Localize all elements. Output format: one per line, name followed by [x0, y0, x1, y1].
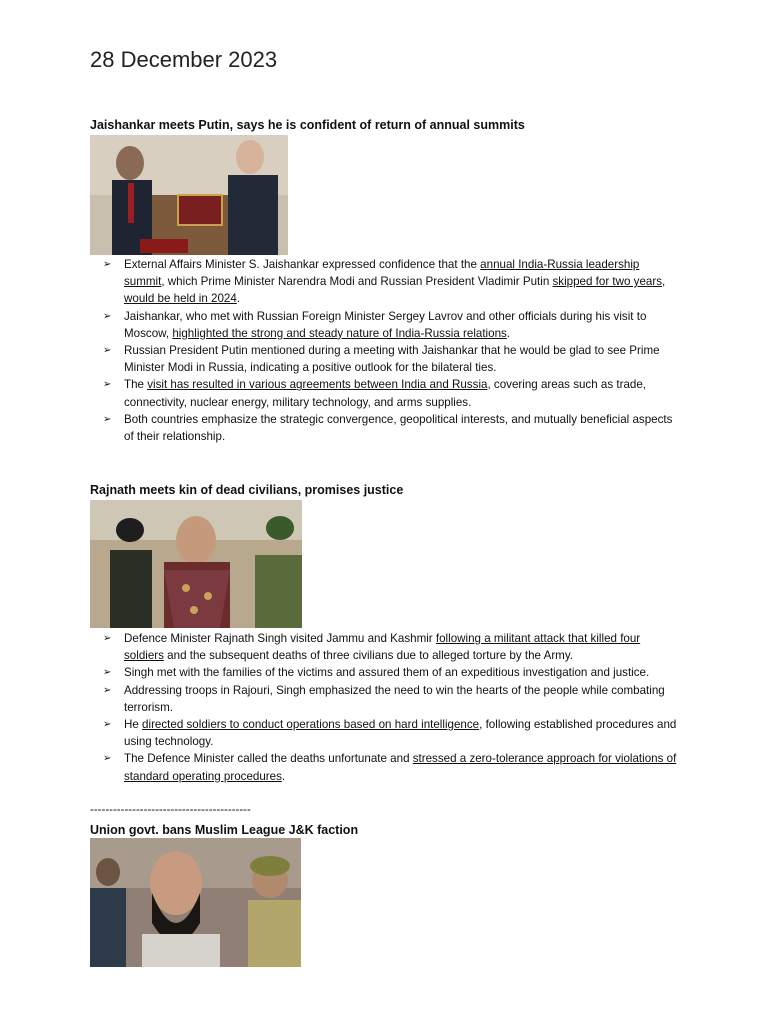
arrow-bullet-icon: ➢ — [103, 345, 112, 357]
article-2-photo — [90, 500, 302, 628]
article-3-photo — [90, 838, 301, 967]
article-2-headline: Rajnath meets kin of dead civilians, promises justice — [90, 483, 404, 497]
list-item: ➢ Jaishankar, who met with Russian Foreign Minister Sergey Lavrov and other officials during his visit to Moscow, highlighted the strong and steady nature of India-Russia relations. — [103, 309, 647, 340]
article-2-bullets — [100, 630, 680, 785]
arrow-bullet-icon: ➢ — [103, 753, 112, 765]
list-item: ➢ External Affairs Minister S. Jaishankar expressed confidence that the annual India-Russia leadership summit, which Prime Minister Narendra Modi and Russian President Vladimir Putin skipped for two years, would be held in 2024. — [103, 258, 666, 306]
list-item: ➢ The visit has resulted in various agreements between India and Russia, covering areas such as trade, connectivity, nuclear energy, military technology, and arms supplies. — [103, 378, 647, 409]
list-item: ➢ Russian President Putin mentioned during a meeting with Jaishankar that he would be glad to see Prime Minister Modi in Russia, indicating a positive outlook for the bilateral ties. — [103, 344, 660, 375]
arrow-bullet-icon: ➢ — [103, 719, 112, 731]
arrow-bullet-icon: ➢ — [103, 633, 112, 644]
list-item: ➢ Addressing troops in Rajouri, Singh emphasized the need to win the hearts of the people while combating terrorism. — [103, 683, 665, 714]
article-1-headline: Jaishankar meets Putin, says he is confident of return of annual summits — [90, 118, 525, 132]
list-item: ➢ The Defence Minister called the deaths unfortunate and stressed a zero-tolerance approach for violations of standard operating procedures. — [103, 752, 677, 783]
arrow-bullet-icon: ➢ — [103, 259, 112, 270]
arrow-bullet-icon: ➢ — [103, 379, 112, 391]
list-item: ➢ Defence Minister Rajnath Singh visited Jammu and Kashmir following a militant attack that killed four soldiers and the subsequent deaths of three civilians due to alleged torture by the Army. — [103, 632, 641, 663]
document-date: 28 December 2023 — [90, 47, 278, 72]
arrow-bullet-icon: ➢ — [103, 684, 112, 696]
article-3-headline: Union govt. bans Muslim League J&K faction — [90, 823, 359, 837]
list-item: ➢ Both countries emphasize the strategic convergence, geopolitical interests, and mutually beneficial aspects of their relationship. — [103, 412, 673, 444]
article-1-photo — [90, 135, 288, 255]
section-separator: ------------------------------------------ — [90, 804, 251, 816]
list-item: ➢ Singh met with the families of the victims and assured them of an expeditious investigation and justice. — [100, 664, 680, 681]
arrow-bullet-icon: ➢ — [103, 413, 112, 425]
article-1-bullets — [100, 256, 680, 445]
arrow-bullet-icon: ➢ — [103, 667, 112, 679]
arrow-bullet-icon: ➢ — [103, 310, 112, 322]
list-item: ➢ He directed soldiers to conduct operations based on hard intelligence, following established procedures and using technology. — [103, 718, 677, 749]
